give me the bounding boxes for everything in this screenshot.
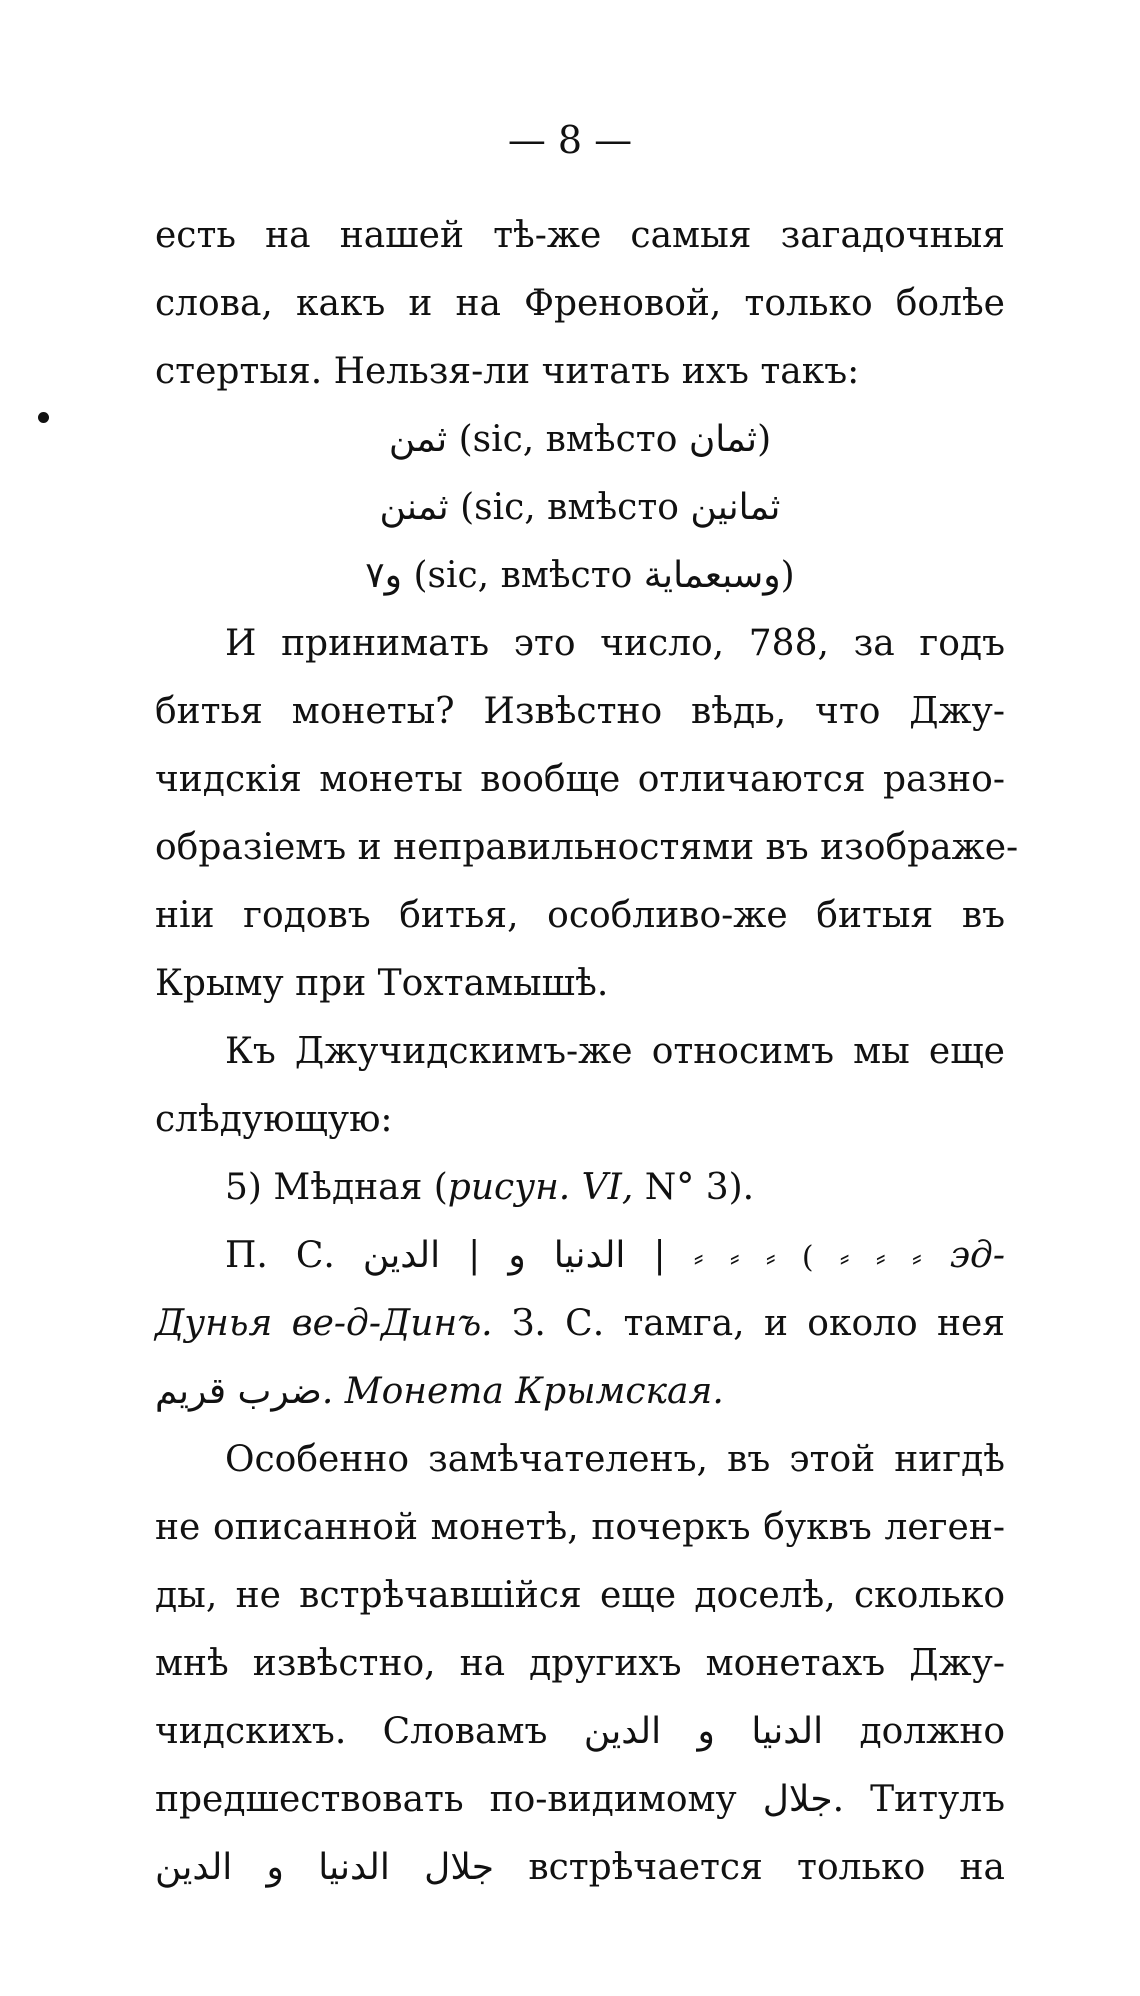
text-line-8: битья монеты? Извѣстно вѣдь, что Джу-	[155, 691, 1005, 732]
text-line-1: есть на нашей тѣ-же самыя загадочныя	[155, 215, 1005, 256]
arabic-word: و٧	[365, 555, 403, 596]
body-text: предшествовать по-видимому	[155, 1779, 737, 1820]
formula-text: (sic, вмѣсто	[413, 555, 633, 596]
separator: |	[653, 1235, 666, 1276]
arabic-word: الدين	[362, 1235, 441, 1276]
text-line-19: Особенно замѣчателенъ, въ этой нигдѣ	[225, 1439, 1005, 1480]
text-line-2: слова, какъ и на Френовой, только болѣе	[155, 283, 1005, 324]
formula-text: )	[757, 419, 772, 460]
obverse-line	[225, 1232, 1005, 1282]
page-number: — 8 —	[507, 118, 633, 162]
text-line-23	[155, 1708, 1005, 1756]
item-heading	[225, 1164, 1075, 1212]
text-line-13: Къ Джучидскимъ-же относимъ мы еще	[225, 1031, 1005, 1072]
reverse-line	[155, 1300, 1005, 1348]
arabic-word: وسبعماية	[643, 555, 781, 596]
formula-line-3	[155, 552, 1005, 600]
ink-speck	[38, 412, 49, 423]
transliteration: Дунья ве-д-Динъ.	[155, 1303, 493, 1344]
text-line-14: слѣдующую:	[155, 1099, 393, 1140]
arabic-word: الدنيا و الدين	[583, 1711, 824, 1752]
text-line-21: ды, не встрѣчавшійся еще доселѣ, сколько	[155, 1575, 1005, 1616]
formula-text: )	[780, 555, 795, 596]
lacuna-marks: ⸗ ⸗ ⸗ ( ⸗ ⸗ ⸗	[693, 1240, 922, 1275]
item-text: 5) Мѣдная (	[225, 1167, 448, 1208]
body-text: чидскихъ. Словамъ	[155, 1711, 548, 1752]
arabic-word: الدنيا و	[508, 1235, 626, 1276]
arabic-word: ثمنن	[379, 487, 449, 528]
text-line-20: не описанной монетѣ, почеркъ буквъ леген-	[155, 1507, 1005, 1548]
mint-line	[155, 1368, 1005, 1416]
body-text: встрѣчается только на	[528, 1847, 1005, 1888]
arabic-word: جلال الدنيا و الدين	[155, 1847, 495, 1888]
transliteration: эд-	[949, 1235, 1006, 1276]
arabic-word: ثمن	[388, 419, 448, 460]
body-text: . Титулъ	[832, 1779, 1005, 1820]
text-line-7: И принимать это число, 788, за годъ	[225, 623, 1005, 664]
reverse-text: З. С. тамга, и около нея	[492, 1303, 1005, 1344]
item-text: N° 3).	[633, 1167, 755, 1208]
formula-text: (sic, вмѣсто	[460, 487, 679, 528]
arabic-word: ثمانين	[690, 487, 781, 528]
text-line-12: Крыму при Тохтамышѣ.	[155, 963, 609, 1004]
text-line-11: ніи годовъ битья, особливо-же битыя въ	[155, 895, 1005, 936]
text-line-10: образіемъ и неправильностями въ изображе-	[155, 827, 1019, 868]
formula-line-1	[155, 416, 1005, 464]
arabic-word: ثمان	[688, 419, 758, 460]
text-line-3: стертыя. Нельзя-ли читать ихъ такъ:	[155, 351, 860, 392]
obverse-label: П. С.	[225, 1235, 335, 1276]
arabic-word: ضرب قريم	[155, 1371, 322, 1412]
formula-line-2	[155, 484, 1005, 532]
text-line-22: мнѣ извѣстно, на другихъ монетахъ Джу-	[155, 1643, 1005, 1684]
figure-reference: рисун. VI,	[447, 1167, 634, 1208]
arabic-word: جلال	[762, 1779, 833, 1820]
text-line-25	[155, 1844, 1005, 1892]
text-line-9: чидскія монеты вообще отличаются разно-	[155, 759, 1005, 800]
coin-caption: . Монета Крымская.	[321, 1371, 724, 1412]
formula-text: (sic, вмѣсто	[458, 419, 678, 460]
text-line-24	[155, 1776, 1005, 1824]
body-text: должно	[859, 1711, 1005, 1752]
separator: |	[468, 1235, 481, 1276]
